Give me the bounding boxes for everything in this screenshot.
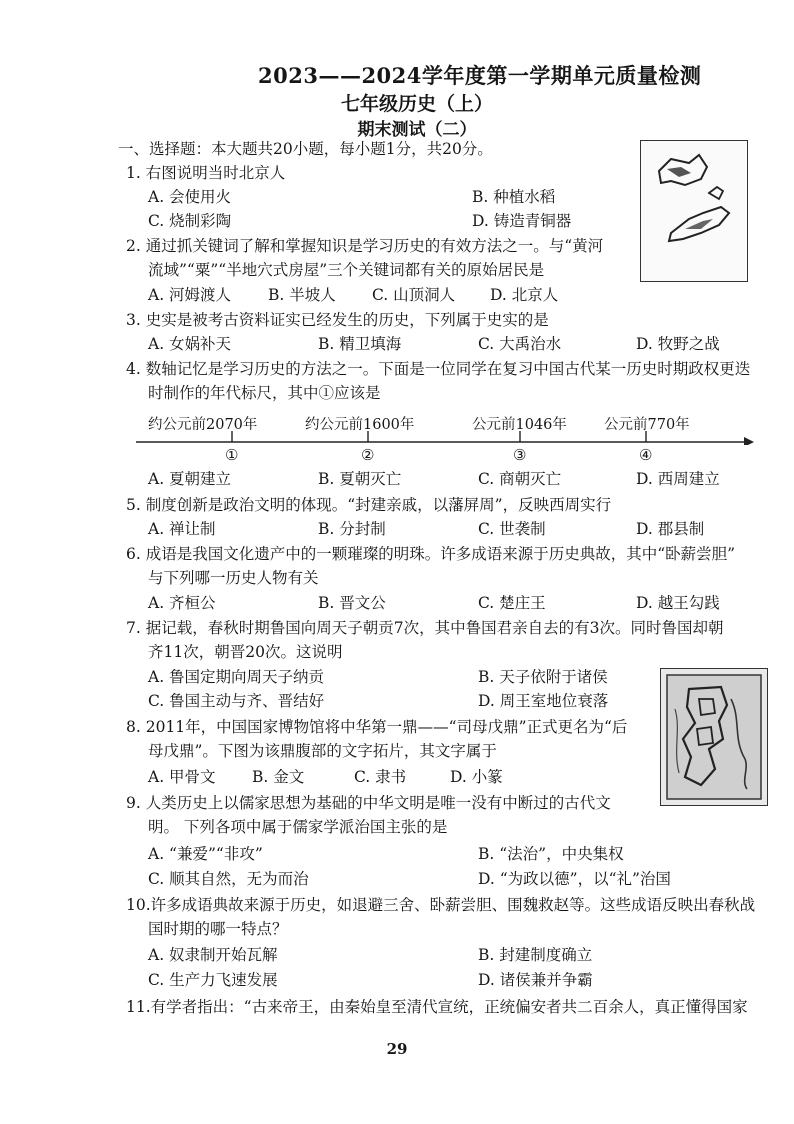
q6-option-d[interactable]: D. 越王勾践 bbox=[636, 594, 720, 612]
q5-option-b[interactable]: B. 分封制 bbox=[318, 520, 386, 538]
q3-option-d[interactable]: D. 牧野之战 bbox=[636, 335, 720, 353]
question-6-text: 6. 成语是我国文化遗产中的一颗璀璨的明珠。许多成语来源于历史典故，其中“卧薪尝胆” bbox=[126, 545, 736, 563]
question-10-text: 10.许多成语典故来源于历史，如退避三舍、卧薪尝胆、围魏救赵等。这些成语反映出春秋战 bbox=[126, 896, 756, 914]
fire-remains-drawing bbox=[641, 141, 747, 281]
q4-option-a[interactable]: A. 夏朝建立 bbox=[148, 470, 232, 488]
question-4-text: 4. 数轴记忆是学习历史的方法之一。下面是一位同学在复习中国古代某一历史时期政权更迭 bbox=[126, 360, 751, 378]
question-10-text-cont: 国时期的哪一特点？ bbox=[148, 920, 288, 938]
timeline-marker-4: ④ bbox=[639, 446, 653, 464]
q5-option-a[interactable]: A. 禅让制 bbox=[148, 520, 216, 538]
exam-subtitle: 七年级历史（上） bbox=[340, 93, 493, 115]
inscription-rubbing-figure bbox=[660, 668, 768, 806]
question-4-text-cont: 时制作的年代标尺，其中①应该是 bbox=[148, 384, 381, 402]
q8-option-d[interactable]: D. 小篆 bbox=[450, 768, 503, 786]
question-2-text: 2. 通过抓关键词了解和掌握知识是学习历史的有效方法之一。与“黄河 bbox=[126, 237, 604, 255]
question-3-text: 3. 史实是被考古资料证实已经发生的历史，下列属于史实的是 bbox=[126, 311, 549, 329]
q10-option-b[interactable]: B. 封建制度确立 bbox=[478, 946, 593, 964]
q9-option-b[interactable]: B. “法治”，中央集权 bbox=[478, 845, 624, 863]
timeline-label-4: 公元前770年 bbox=[604, 417, 690, 433]
question-2-text-cont: 流域”“粟”“半地穴式房屋”三个关键词都有关的原始居民是 bbox=[148, 261, 545, 279]
exam-title: 2023——2024学年度第一学期单元质量检测 bbox=[258, 63, 702, 88]
q7-option-c[interactable]: C. 鲁国主动与齐、晋结好 bbox=[148, 692, 325, 710]
q9-option-c[interactable]: C. 顺其自然，无为而治 bbox=[148, 870, 309, 888]
q2-option-c[interactable]: C. 山顶洞人 bbox=[372, 286, 456, 304]
question-9-text-cont: 明。 下列各项中属于儒家学派治国主张的是 bbox=[148, 818, 448, 836]
q2-option-d[interactable]: D. 北京人 bbox=[490, 286, 559, 304]
q3-option-c[interactable]: C. 大禹治水 bbox=[478, 335, 562, 353]
q8-option-a[interactable]: A. 甲骨文 bbox=[148, 768, 216, 786]
q4-option-c[interactable]: C. 商朝灭亡 bbox=[478, 470, 562, 488]
q10-option-a[interactable]: A. 奴隶制开始瓦解 bbox=[148, 946, 278, 964]
question-7-text: 7. 据记载，春秋时期鲁国向周天子朝贡7次，其中鲁国君亲自去的有3次。同时鲁国却朝 bbox=[126, 619, 724, 637]
q2-option-a[interactable]: A. 河姆渡人 bbox=[148, 286, 232, 304]
fire-remains-figure bbox=[640, 140, 748, 282]
q5-option-d[interactable]: D. 郡县制 bbox=[636, 520, 705, 538]
q1-option-a[interactable]: A. 会使用火 bbox=[148, 188, 232, 206]
question-7-text-cont: 齐11次，朝晋20次。这说明 bbox=[148, 643, 343, 661]
question-11-text: 11.有学者指出：“古来帝王，由秦始皇至清代宣统，正统偏安者共二百余人，真正懂得国家 bbox=[126, 998, 748, 1016]
timeline-marker-1: ① bbox=[225, 446, 239, 464]
q9-option-d[interactable]: D. “为政以德”，以“礼”治国 bbox=[478, 870, 671, 888]
q6-option-c[interactable]: C. 楚庄王 bbox=[478, 594, 546, 612]
timeline-label-3: 公元前1046年 bbox=[472, 417, 567, 433]
q7-option-b[interactable]: B. 天子依附于诸侯 bbox=[478, 668, 608, 686]
question-9-text: 9. 人类历史上以儒家思想为基础的中华文明是唯一没有中断过的古代文 bbox=[126, 794, 611, 812]
q9-option-a[interactable]: A. “兼爱”“非攻” bbox=[148, 845, 263, 863]
q1-option-d[interactable]: D. 铸造青铜器 bbox=[472, 212, 572, 230]
q4-option-d[interactable]: D. 西周建立 bbox=[636, 470, 720, 488]
question-8-text: 8. 2011年，中国国家博物馆将中华第一鼎——“司母戊鼎”正式更名为“后 bbox=[126, 718, 628, 736]
q6-option-a[interactable]: A. 齐桓公 bbox=[148, 594, 216, 612]
timeline-label-1: 约公元前2070年 bbox=[148, 417, 258, 433]
timeline-marker-2: ② bbox=[361, 446, 375, 464]
q6-option-b[interactable]: B. 晋文公 bbox=[318, 594, 386, 612]
question-8-text-cont: 母戊鼎”。下图为该鼎腹部的文字拓片，其文字属于 bbox=[148, 742, 497, 760]
q10-option-c[interactable]: C. 生产力飞速发展 bbox=[148, 971, 278, 989]
page-number: 29 bbox=[386, 1040, 408, 1058]
q1-option-b[interactable]: B. 种植水稻 bbox=[472, 188, 556, 206]
question-1-text: 1. 右图说明当时北京人 bbox=[126, 164, 286, 182]
timeline-label-2: 约公元前1600年 bbox=[305, 417, 415, 433]
question-5-text: 5. 制度创新是政治文明的体现。“封建亲戚，以藩屏周”，反映西周实行 bbox=[126, 496, 612, 514]
q3-option-b[interactable]: B. 精卫填海 bbox=[318, 335, 402, 353]
inscription-rubbing-drawing bbox=[661, 669, 767, 805]
q2-option-b[interactable]: B. 半坡人 bbox=[268, 286, 336, 304]
exam-name: 期末测试（二） bbox=[357, 120, 477, 140]
q7-option-d[interactable]: D. 周王室地位衰落 bbox=[478, 692, 609, 710]
q10-option-d[interactable]: D. 诸侯兼并争霸 bbox=[478, 971, 593, 989]
q1-option-c[interactable]: C. 烧制彩陶 bbox=[148, 212, 232, 230]
q4-option-b[interactable]: B. 夏朝灭亡 bbox=[318, 470, 402, 488]
timeline-axis bbox=[130, 405, 760, 445]
q8-option-c[interactable]: C. 隶书 bbox=[354, 768, 407, 786]
question-6-text-cont: 与下列哪一历史人物有关 bbox=[148, 569, 319, 587]
q8-option-b[interactable]: B. 金文 bbox=[252, 768, 305, 786]
section-heading: 一、选择题：本大题共20小题，每小题1分，共20分。 bbox=[118, 140, 493, 158]
q5-option-c[interactable]: C. 世袭制 bbox=[478, 520, 546, 538]
q7-option-a[interactable]: A. 鲁国定期向周天子纳贡 bbox=[148, 668, 325, 686]
timeline-marker-3: ③ bbox=[513, 446, 527, 464]
q3-option-a[interactable]: A. 女娲补天 bbox=[148, 335, 232, 353]
